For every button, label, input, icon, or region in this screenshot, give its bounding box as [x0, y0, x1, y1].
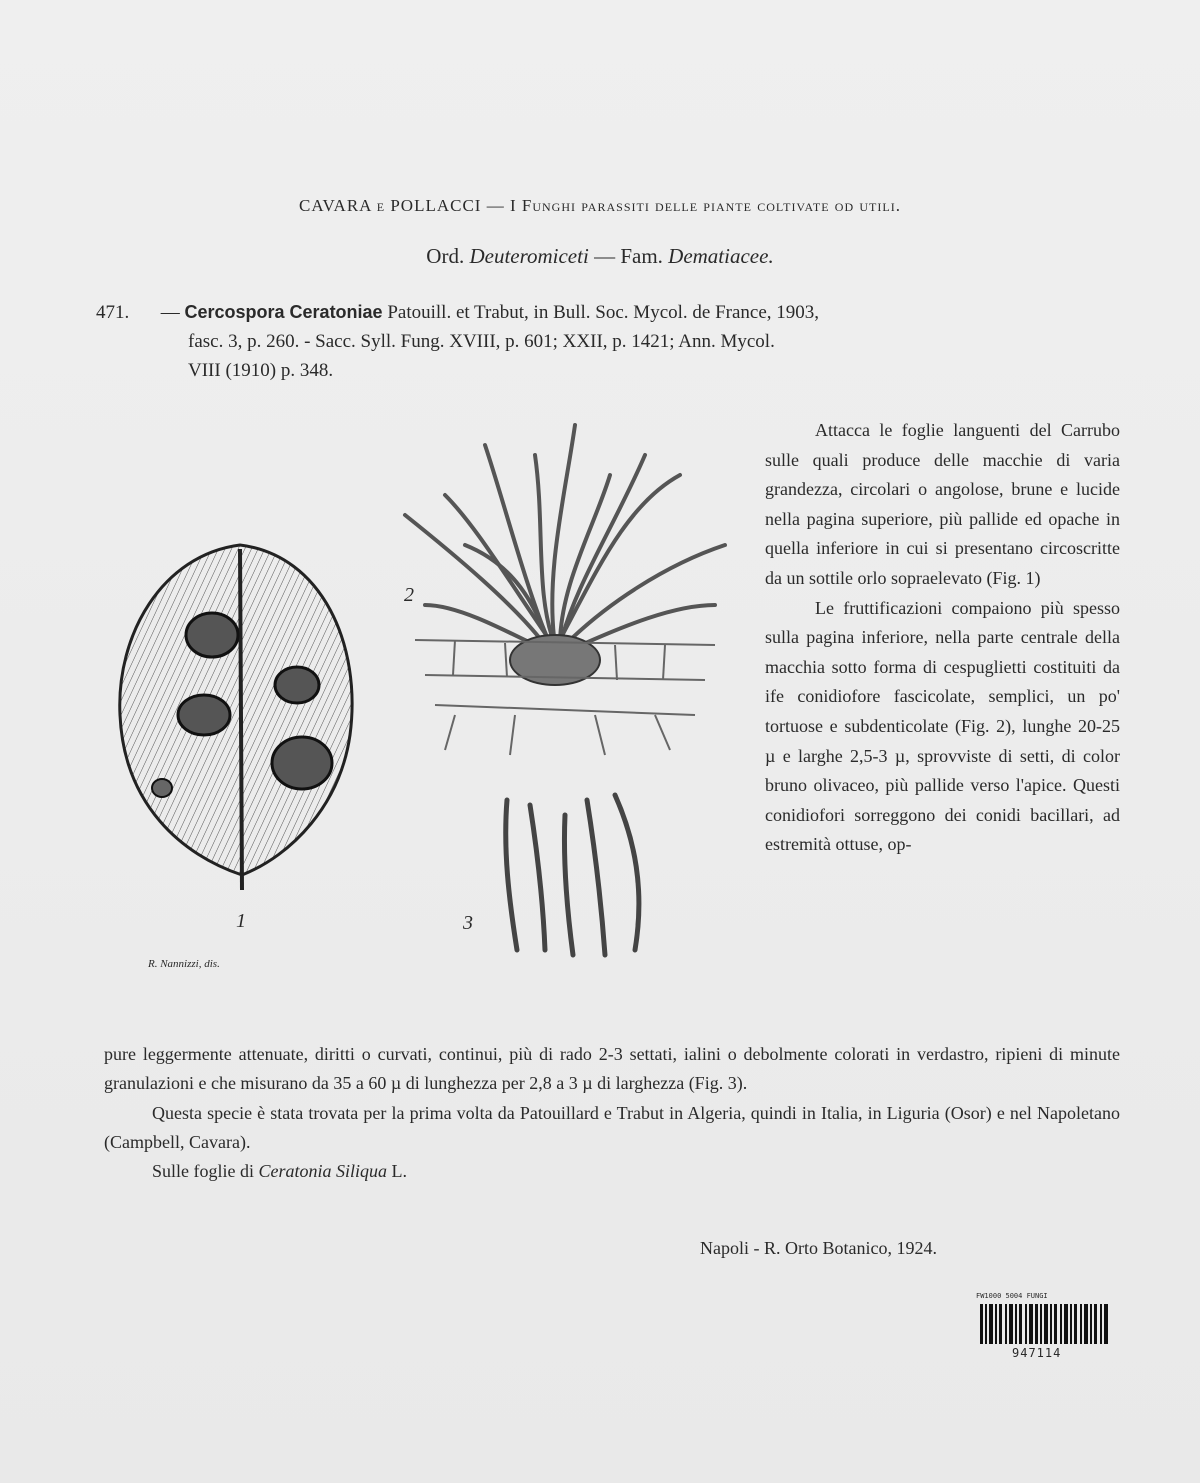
- citation-line-2: fasc. 3, p. 260. - Sacc. Syll. Fung. XVIII, p. 601; XXII, p. 1421; Ann. Mycol.: [188, 331, 775, 352]
- order-name: Deuteromiceti: [469, 244, 589, 268]
- description-paragraph-4: Questa specie è stata trovata per la prima volta da Patouillard e Trabut in Algeria, quindi in Italia, in Liguria (Osor) e nel Napoletano (Campbell, Cavara).: [104, 1102, 1120, 1152]
- place-date-signature: Napoli - R. Orto Botanico, 1924.: [700, 1238, 937, 1258]
- family-name: Dematiacee.: [668, 244, 774, 268]
- barcode-label: [976, 1292, 1116, 1364]
- running-head: CAVARA e POLLACCI — I Funghi parassiti delle piante coltivate od utili.: [299, 196, 901, 215]
- description-paragraph-1: Attacca le foglie languenti del Carrubo sulle quali produce delle macchie di varia grandezza, circolari o angolose, brune e lucide nella pagina superiore, più pallide ed opache in quella inferiore in cui si presentano circoscritte da un sottile orlo sopraelevato (Fig. 1): [765, 420, 1120, 588]
- entry-dash: —: [160, 302, 180, 323]
- figure-2-label: 2: [404, 584, 414, 606]
- barcode-top-text: FW1000 5004 FUNGI: [976, 1292, 1048, 1300]
- conidiophore-tuft-illustration: [395, 415, 735, 760]
- host-suffix: L.: [391, 1161, 408, 1182]
- artist-credit: R. Nannizzi, dis.: [148, 958, 220, 970]
- species-name: Cercospora Ceratoniae: [184, 302, 383, 322]
- figure-1-label: 1: [236, 910, 246, 932]
- leaf-illustration: [112, 535, 362, 895]
- citation-line-3: VIII (1910) p. 348.: [188, 360, 334, 381]
- heading-dash: —: [594, 244, 616, 268]
- host-prefix: Sulle foglie di: [152, 1161, 254, 1182]
- description-full-width: [104, 1040, 1120, 1186]
- description-paragraph-3: pure leggermente attenuate, diritti o curvati, continui, più di rado 2-3 settati, ialini o debolmente colorati in verdastro, ripieni di minute granulazioni e che misurano da 35 a 60 µ di lunghezza per 2,8 a 3 µ di larghezza (Fig. 3).: [104, 1044, 1120, 1094]
- host-line: [104, 1157, 1120, 1186]
- species-entry: [96, 298, 1120, 385]
- host-name: Ceratonia Siliqua: [258, 1161, 388, 1182]
- conidia-illustration: [495, 790, 675, 960]
- family-prefix: Fam.: [620, 244, 663, 268]
- citation-line-1: Patouill. et Trabut, in Bull. Soc. Mycol. de France, 1903,: [387, 302, 820, 323]
- figure-3-label: 3: [463, 912, 473, 934]
- taxonomy-heading: [0, 244, 1200, 269]
- description-paragraph-2: Le fruttificazioni compaiono più spesso sulla pagina inferiore, nella parte centrale della macchia sotto forma di cespuglietti costituiti da ife conidiofore fascicolate, semplici, un po' tortuose e subdenticolate (Fig. 2), lunghe 20-25 µ e larghe 2,5-3 µ, sprovviste di setti, di color bruno olivaceo, più pallide verso l'apice. Questi conidiofori sorreggono dei conidi bacillari, ad estremità ottuse, op-: [765, 597, 1120, 855]
- barcode-number: 947114: [1012, 1346, 1062, 1360]
- barcode-bars: [980, 1304, 1112, 1346]
- entry-number: 471.: [96, 302, 130, 323]
- description-right-column: [765, 416, 1120, 860]
- order-prefix: Ord.: [426, 244, 465, 268]
